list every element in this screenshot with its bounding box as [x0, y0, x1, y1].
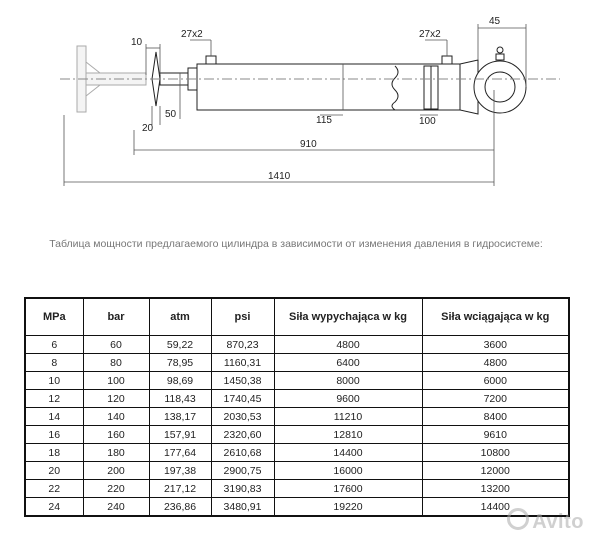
cell: 12: [25, 390, 83, 408]
header-mpa: MPa: [25, 298, 83, 336]
cell: 220: [83, 480, 149, 498]
cell: 6000: [422, 372, 569, 390]
table-caption: Таблица мощности предлагаемого цилиндра в зависимости от изменения давления в гидросистеме:: [49, 238, 543, 250]
table-row: [25, 426, 569, 444]
cell: 16: [25, 426, 83, 444]
dim-1410: 1410: [268, 171, 291, 182]
cell: 78,95: [149, 354, 211, 372]
cell: 1450,38: [211, 372, 274, 390]
cell: 3480,91: [211, 498, 274, 517]
watermark-text: Avito: [532, 511, 584, 533]
table-row: [25, 408, 569, 426]
dim-100: 100: [419, 116, 436, 127]
header-bar: bar: [83, 298, 149, 336]
dim-27x2-right: 27x2: [419, 29, 441, 40]
header-atm: atm: [149, 298, 211, 336]
table-row: [25, 336, 569, 354]
cell: 80: [83, 354, 149, 372]
table-row: [25, 444, 569, 462]
cell: 3190,83: [211, 480, 274, 498]
cell: 870,23: [211, 336, 274, 354]
cell: 2030,53: [211, 408, 274, 426]
cell: 8: [25, 354, 83, 372]
dim-20: 20: [142, 123, 154, 134]
cell: 6: [25, 336, 83, 354]
cell: 10800: [422, 444, 569, 462]
cell: 98,69: [149, 372, 211, 390]
cell: 4800: [274, 336, 422, 354]
port-left: [206, 56, 216, 64]
dim-27x2-left: 27x2: [181, 29, 203, 40]
cell: 7200: [422, 390, 569, 408]
avito-watermark: [507, 508, 584, 534]
cell: 240: [83, 498, 149, 517]
cell: 177,64: [149, 444, 211, 462]
cell: 24: [25, 498, 83, 517]
cell: 14400: [422, 498, 569, 517]
cell: 12000: [422, 462, 569, 480]
cell: 14: [25, 408, 83, 426]
grease-nipple: [496, 54, 504, 60]
dim-45: 45: [489, 16, 501, 27]
pressure-force-table: [24, 297, 570, 517]
table-row: [25, 372, 569, 390]
cell: 22: [25, 480, 83, 498]
cell: 17600: [274, 480, 422, 498]
header-push-force: Siła wypychająca w kg: [274, 298, 422, 336]
cell: 60: [83, 336, 149, 354]
cell: 3600: [422, 336, 569, 354]
cell: 1160,31: [211, 354, 274, 372]
table-header-row: [25, 298, 569, 336]
header-pull-force: Siła wciągająca w kg: [422, 298, 569, 336]
cell: 157,91: [149, 426, 211, 444]
cell: 200: [83, 462, 149, 480]
table-row: [25, 354, 569, 372]
cell: 100: [83, 372, 149, 390]
cylinder-drawing: [0, 0, 592, 200]
cell: 20: [25, 462, 83, 480]
cell: 16000: [274, 462, 422, 480]
dim-115: 115: [316, 115, 332, 126]
cell: 2610,68: [211, 444, 274, 462]
cell: 140: [83, 408, 149, 426]
cell: 8400: [422, 408, 569, 426]
avito-logo-icon: [507, 508, 529, 530]
dim-10: 10: [131, 37, 143, 48]
cell: 4800: [422, 354, 569, 372]
cell: 1740,45: [211, 390, 274, 408]
cell: 19220: [274, 498, 422, 517]
cell: 9600: [274, 390, 422, 408]
cell: 2900,75: [211, 462, 274, 480]
cell: 18: [25, 444, 83, 462]
cylinder-barrel: [197, 64, 460, 110]
table-row: [25, 390, 569, 408]
table-row: [25, 480, 569, 498]
cell: 197,38: [149, 462, 211, 480]
cell: 6400: [274, 354, 422, 372]
cell: 217,12: [149, 480, 211, 498]
cell: 13200: [422, 480, 569, 498]
cell: 180: [83, 444, 149, 462]
dim-50: 50: [165, 109, 177, 120]
cell: 138,17: [149, 408, 211, 426]
cell: 160: [83, 426, 149, 444]
cell: 11210: [274, 408, 422, 426]
table-row: [25, 462, 569, 480]
cell: 120: [83, 390, 149, 408]
rear-eye-bore: [485, 72, 515, 102]
cell: 12810: [274, 426, 422, 444]
cell: 59,22: [149, 336, 211, 354]
cell: 14400: [274, 444, 422, 462]
cell: 8000: [274, 372, 422, 390]
cell: 9610: [422, 426, 569, 444]
cell: 236,86: [149, 498, 211, 517]
cell: 2320,60: [211, 426, 274, 444]
cell: 10: [25, 372, 83, 390]
header-psi: psi: [211, 298, 274, 336]
cell: 118,43: [149, 390, 211, 408]
port-right: [442, 56, 452, 64]
dim-910: 910: [300, 139, 317, 150]
table-row: [25, 498, 569, 517]
